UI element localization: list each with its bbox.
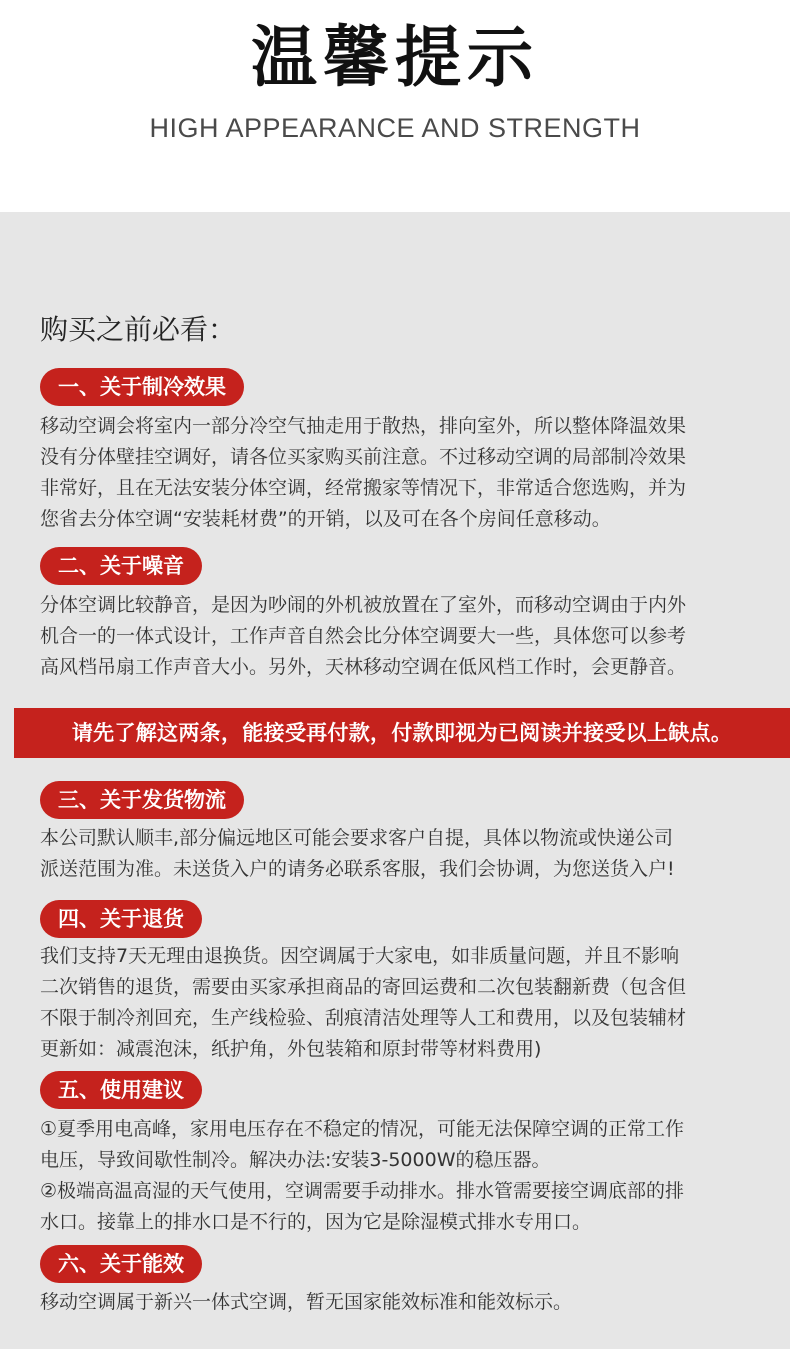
warning-banner: 请先了解这两条，能接受再付款，付款即视为已阅读并接受以上缺点。 — [14, 708, 790, 758]
text-line: 二次销售的退货，需要由买家承担商品的寄回运费和二次包装翻新费（包含但 — [40, 976, 687, 998]
section-label-efficiency: 六、关于能效 — [40, 1245, 202, 1283]
text-line: 机合一的一体式设计，工作声音自然会比分体空调要大一些，具体您可以参考 — [40, 625, 687, 647]
text-line: 分体空调比较静音，是因为吵闹的外机被放置在了室外，而移动空调由于内外 — [40, 594, 687, 616]
text-line: 水口。接靠上的排水口是不行的，因为它是除湿模式排水专用口。 — [40, 1211, 592, 1233]
text-line: 电压，导致间歇性制冷。解决办法:安装3-5000W的稳压器。 — [40, 1149, 551, 1171]
text-line: 高风档吊扇工作声音大小。另外，天林移动空调在低风档工作时，会更静音。 — [40, 656, 687, 678]
text-line: 您省去分体空调“安装耗材费”的开销，以及可在各个房间任意移动。 — [40, 508, 611, 530]
text-line: 我们支持7天无理由退换货。因空调属于大家电，如非质量问题，并且不影响 — [40, 945, 680, 967]
section-label-returns: 四、关于退货 — [40, 900, 202, 938]
text-line: 移动空调属于新兴一体式空调，暂无国家能效标准和能效标示。 — [40, 1291, 573, 1313]
text-line: ②极端高温高湿的天气使用，空调需要手动排水。排水管需要接空调底部的排 — [40, 1180, 685, 1202]
section-text-returns — [40, 941, 760, 1065]
section-label-shipping: 三、关于发货物流 — [40, 781, 244, 819]
text-line: 不限于制冷剂回充，生产线检验、刮痕清洁处理等人工和费用，以及包装辅材 — [40, 1007, 687, 1029]
section-text-noise — [40, 590, 760, 683]
text-line: 派送范围为准。未送货入户的请务必联系客服，我们会协调，为您送货入户! — [40, 858, 675, 880]
section-text-usage — [40, 1114, 760, 1238]
page-subtitle: HIGH APPEARANCE AND STRENGTH — [149, 113, 641, 143]
section-text-cooling — [40, 411, 760, 535]
section-label-cooling: 一、关于制冷效果 — [40, 368, 244, 406]
header — [0, 0, 790, 212]
page-title: 温馨提示 — [251, 19, 539, 96]
text-line: ①夏季用电高峰，家用电压存在不稳定的情况，可能无法保障空调的正常工作 — [40, 1118, 685, 1140]
section-text-shipping — [40, 823, 760, 885]
text-line: 本公司默认顺丰,部分偏远地区可能会要求客户自提，具体以物流或快递公司 — [40, 827, 674, 849]
section-label-noise: 二、关于噪音 — [40, 547, 202, 585]
section-text-efficiency — [40, 1287, 760, 1318]
text-line: 移动空调会将室内一部分冷空气抽走用于散热，排向室外，所以整体降温效果 — [40, 415, 687, 437]
intro-heading: 购买之前必看： — [40, 313, 237, 346]
text-line: 非常好，且在无法安装分体空调，经常搬家等情况下，非常适合您选购，并为 — [40, 477, 687, 499]
text-line: 没有分体壁挂空调好，请各位买家购买前注意。不过移动空调的局部制冷效果 — [40, 446, 687, 468]
section-label-usage: 五、使用建议 — [40, 1071, 202, 1109]
text-line: 更新如：减震泡沫，纸护角，外包装箱和原封带等材料费用) — [40, 1038, 542, 1060]
